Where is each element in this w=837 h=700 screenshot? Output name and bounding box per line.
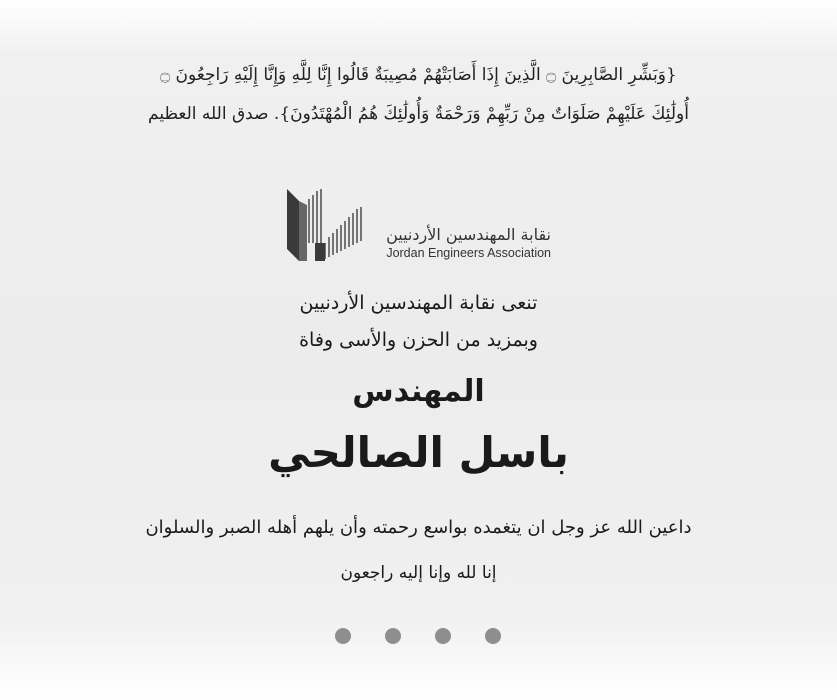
carousel-pagination: [335, 628, 501, 644]
prayer-text: داعين الله عز وجل ان يتغمده بواسع رحمته وأن يلهم أهله الصبر والسلوان: [145, 517, 692, 538]
jea-logo: [285, 187, 555, 267]
carousel-dot-2[interactable]: [385, 628, 401, 644]
carousel-dot-4[interactable]: [485, 628, 501, 644]
logo-text-english: Jordan Engineers Association: [386, 246, 551, 260]
closing-text: إنا لله وإنا إليه راجعون: [340, 563, 497, 583]
jea-logo-mark-icon: [285, 187, 369, 265]
carousel-dot-3[interactable]: [435, 628, 451, 644]
quran-verse-line-2: أُولَٰئِكَ عَلَيْهِمْ صَلَوَاتٌ مِنْ رَبِّهِمْ وَرَحْمَةٌ وَأُولَٰئِكَ هُمُ الْمُهْتَدُونَ}. صدق الله العظيم: [148, 104, 689, 124]
announcement-line-1: تنعى نقابة المهندسين الأردنيين: [299, 292, 538, 314]
carousel-dot-1[interactable]: [335, 628, 351, 644]
deceased-name: باسل الصالحي: [268, 428, 569, 477]
announcement-line-2: وبمزيد من الحزن والأسى وفاة: [299, 329, 538, 351]
quran-verse-line-1: {وَبَشِّرِ الصَّابِرِينَ ۝ الَّذِينَ إِذَا أَصَابَتْهُمْ مُصِيبَةٌ قَالُوا إِنَّا لِلَّهِ وَإِنَّا إِلَيْهِ رَاجِعُونَ ۝: [160, 65, 677, 85]
logo-text-arabic: نقابة المهندسين الأردنيين: [386, 225, 551, 244]
deceased-title: المهندس: [352, 374, 485, 409]
